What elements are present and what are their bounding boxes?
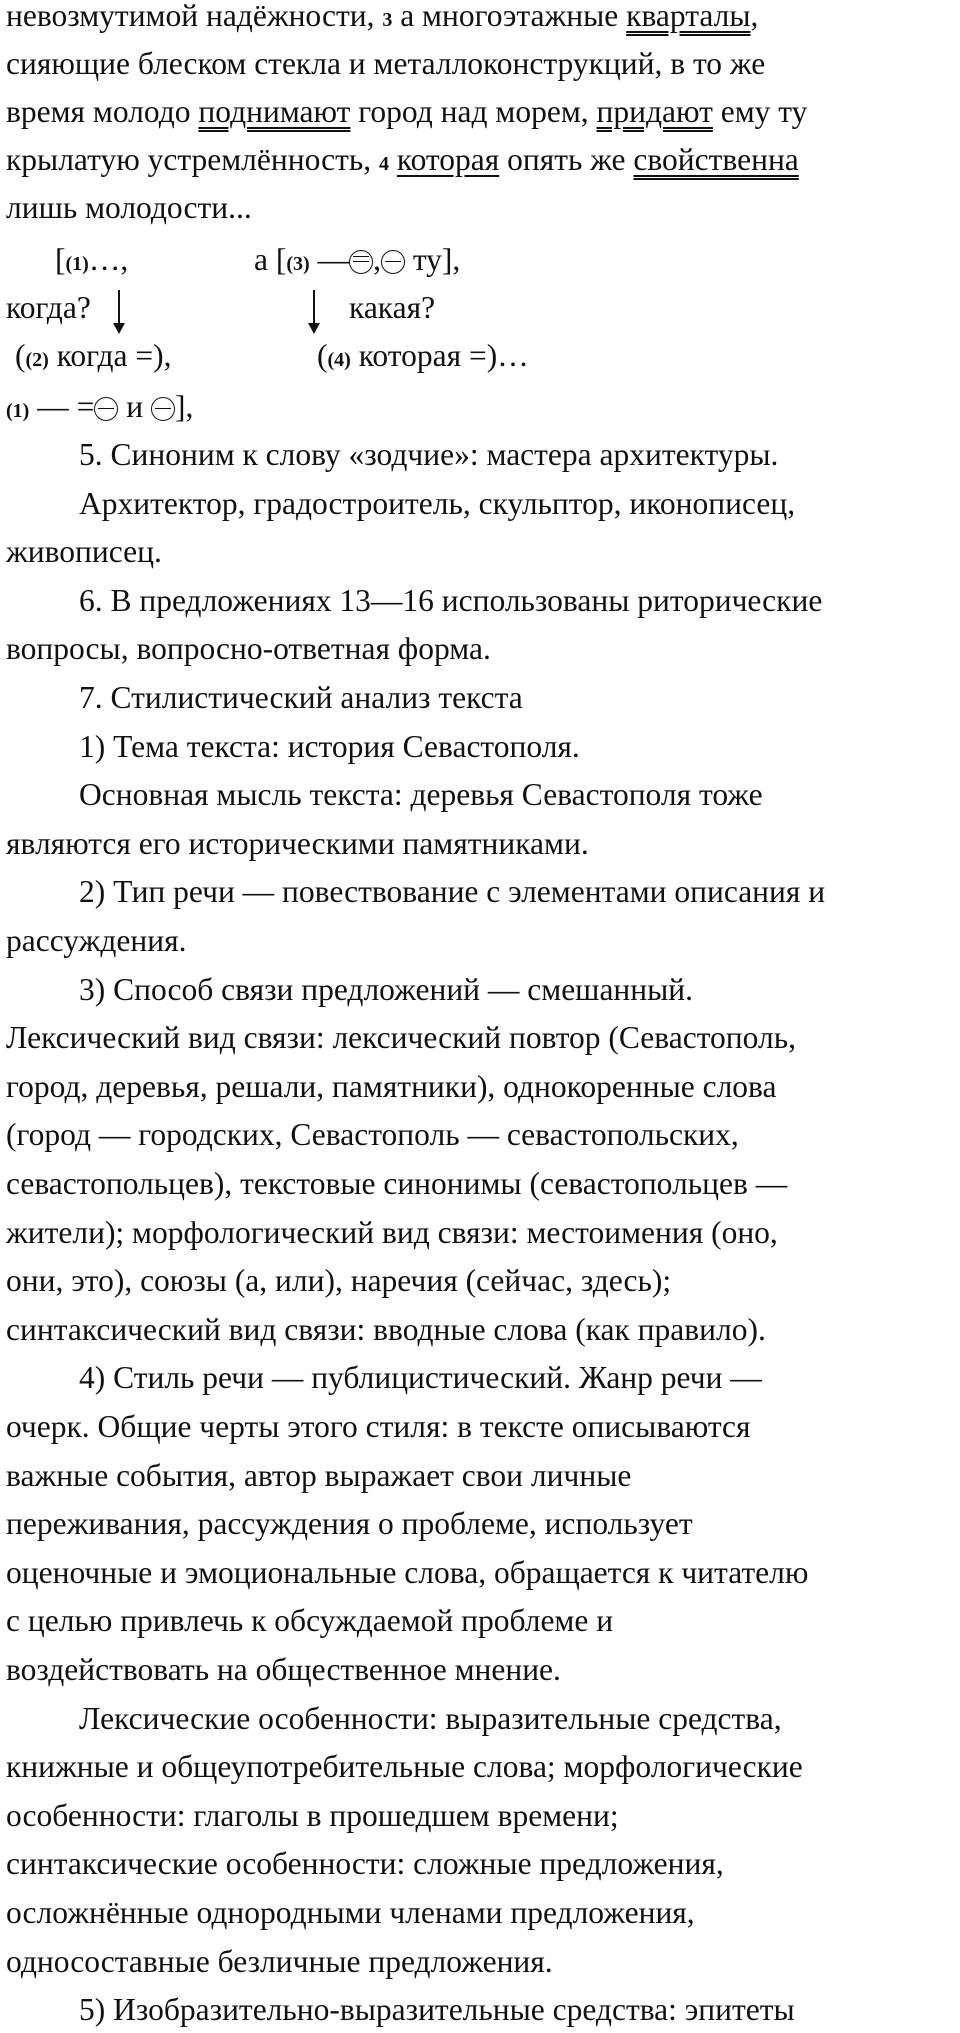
text-line: жители); морфологический вид связи: местоимения (оно, <box>6 1214 778 1250</box>
text-line: Архитектор, градостроитель, скульптор, иконописец, <box>79 485 796 521</box>
text-line-3: время молодо поднимают город над морем, придают ему ту <box>6 94 808 129</box>
text-line: воздействовать на общественное мнение. <box>6 1652 561 1687</box>
text-line: 7. Стилистический анализ текста <box>79 680 523 715</box>
text-line: 2) Тип речи — повествование с элементами описания и <box>79 874 826 910</box>
circle-minus-icon <box>151 397 175 421</box>
arrow-down-icon <box>313 290 315 332</box>
text-line-1: невозмутимой надёжности, 3 а многоэтажные кварталы, <box>6 0 759 33</box>
scheme-clause-4: ((4) которая =)… <box>317 338 529 373</box>
text-line: Основная мысль текста: деревья Севастополя тоже <box>79 777 763 813</box>
text-line: живописец. <box>6 534 162 570</box>
text-line: односоставные безличные предложения. <box>6 1943 553 1979</box>
text-line: (город — городских, Севастополь — севастопольских, <box>6 1117 739 1153</box>
scheme-clause-1-structure: (1) — = и ], <box>6 389 194 424</box>
text-line: 5) Изобразительно-выразительные средства: эпитеты <box>79 1992 795 2028</box>
circle-minus-icon <box>381 250 405 274</box>
text-line-4: крылатую устремлённость, 4 которая опять же свойственна <box>6 142 799 177</box>
text-line: переживания, рассуждения о проблеме, использует <box>6 1506 693 1542</box>
text-line: город, деревья, решали, памятники), однокоренные слова <box>6 1068 777 1104</box>
text-line: 1) Тема текста: история Севастополя. <box>79 728 580 764</box>
arrow-down-icon <box>118 290 120 332</box>
circle-minus-icon <box>94 397 118 421</box>
underlined-predicate: свойственна <box>633 142 799 177</box>
text-line-2: сияющие блеском стекла и металлоконструкций, в то же <box>6 46 766 81</box>
double-circle-icon <box>349 250 373 274</box>
scheme-clause-3: а [(3) — , ту], <box>254 242 461 277</box>
text-line: синтаксические особенности: сложные предложения, <box>6 1846 724 1882</box>
text-line: являются его историческими памятниками. <box>6 825 589 861</box>
text-line: рассуждения. <box>6 923 187 958</box>
text-line: 5. Синоним к слову «зодчие»: мастера архитектуры. <box>79 437 779 472</box>
underlined-predicate: поднимают <box>198 94 351 129</box>
text-line: оценочные и эмоциональные слова, обращается к читателю <box>6 1554 809 1590</box>
scheme-question-2: какая? <box>349 290 436 325</box>
text-line: вопросы, вопросно-ответная форма. <box>6 631 491 667</box>
text-line: Лексические особенности: выразительные средства, <box>79 1700 782 1736</box>
text-line: синтаксический вид связи: вводные слова (как правило). <box>6 1311 766 1347</box>
scheme-clause-1: [(1)…, <box>55 242 129 277</box>
text-line: севастопольцев), текстовые синонимы (севастопольцев — <box>6 1166 788 1201</box>
text-line: осложнённые однородными членами предложения, <box>6 1895 695 1930</box>
scheme-question-1: когда? <box>6 290 91 325</box>
underlined-predicate: придают <box>596 94 713 129</box>
text-line: важные события, автор выражает свои личные <box>6 1457 632 1493</box>
text-line: очерк. Общие черты этого стиля: в тексте описываются <box>6 1409 751 1444</box>
text-line: 6. В предложениях 13—16 использованы риторические <box>79 582 823 618</box>
text-line: Лексический вид связи: лексический повтор (Севастополь, <box>6 1020 796 1056</box>
text-line: 3) Способ связи предложений — смешанный. <box>79 971 694 1007</box>
scheme-clause-2: ((2) когда =), <box>15 338 172 373</box>
text-line-5: лишь молодости... <box>6 190 252 225</box>
text-line: с целью привлечь к обсуждаемой проблеме и <box>6 1603 614 1639</box>
text-line: они, это), союзы (а, или), наречия (сейчас, здесь); <box>6 1263 672 1299</box>
text-line: книжные и общеупотребительные слова; морфологические <box>6 1749 803 1785</box>
underlined-subject: которая <box>396 142 500 177</box>
underlined-subject: кварталы <box>626 0 751 33</box>
text-line: 4) Стиль речи — публицистический. Жанр речи — <box>79 1360 762 1396</box>
text-line: особенности: глаголы в прошедшем времени; <box>6 1797 619 1833</box>
